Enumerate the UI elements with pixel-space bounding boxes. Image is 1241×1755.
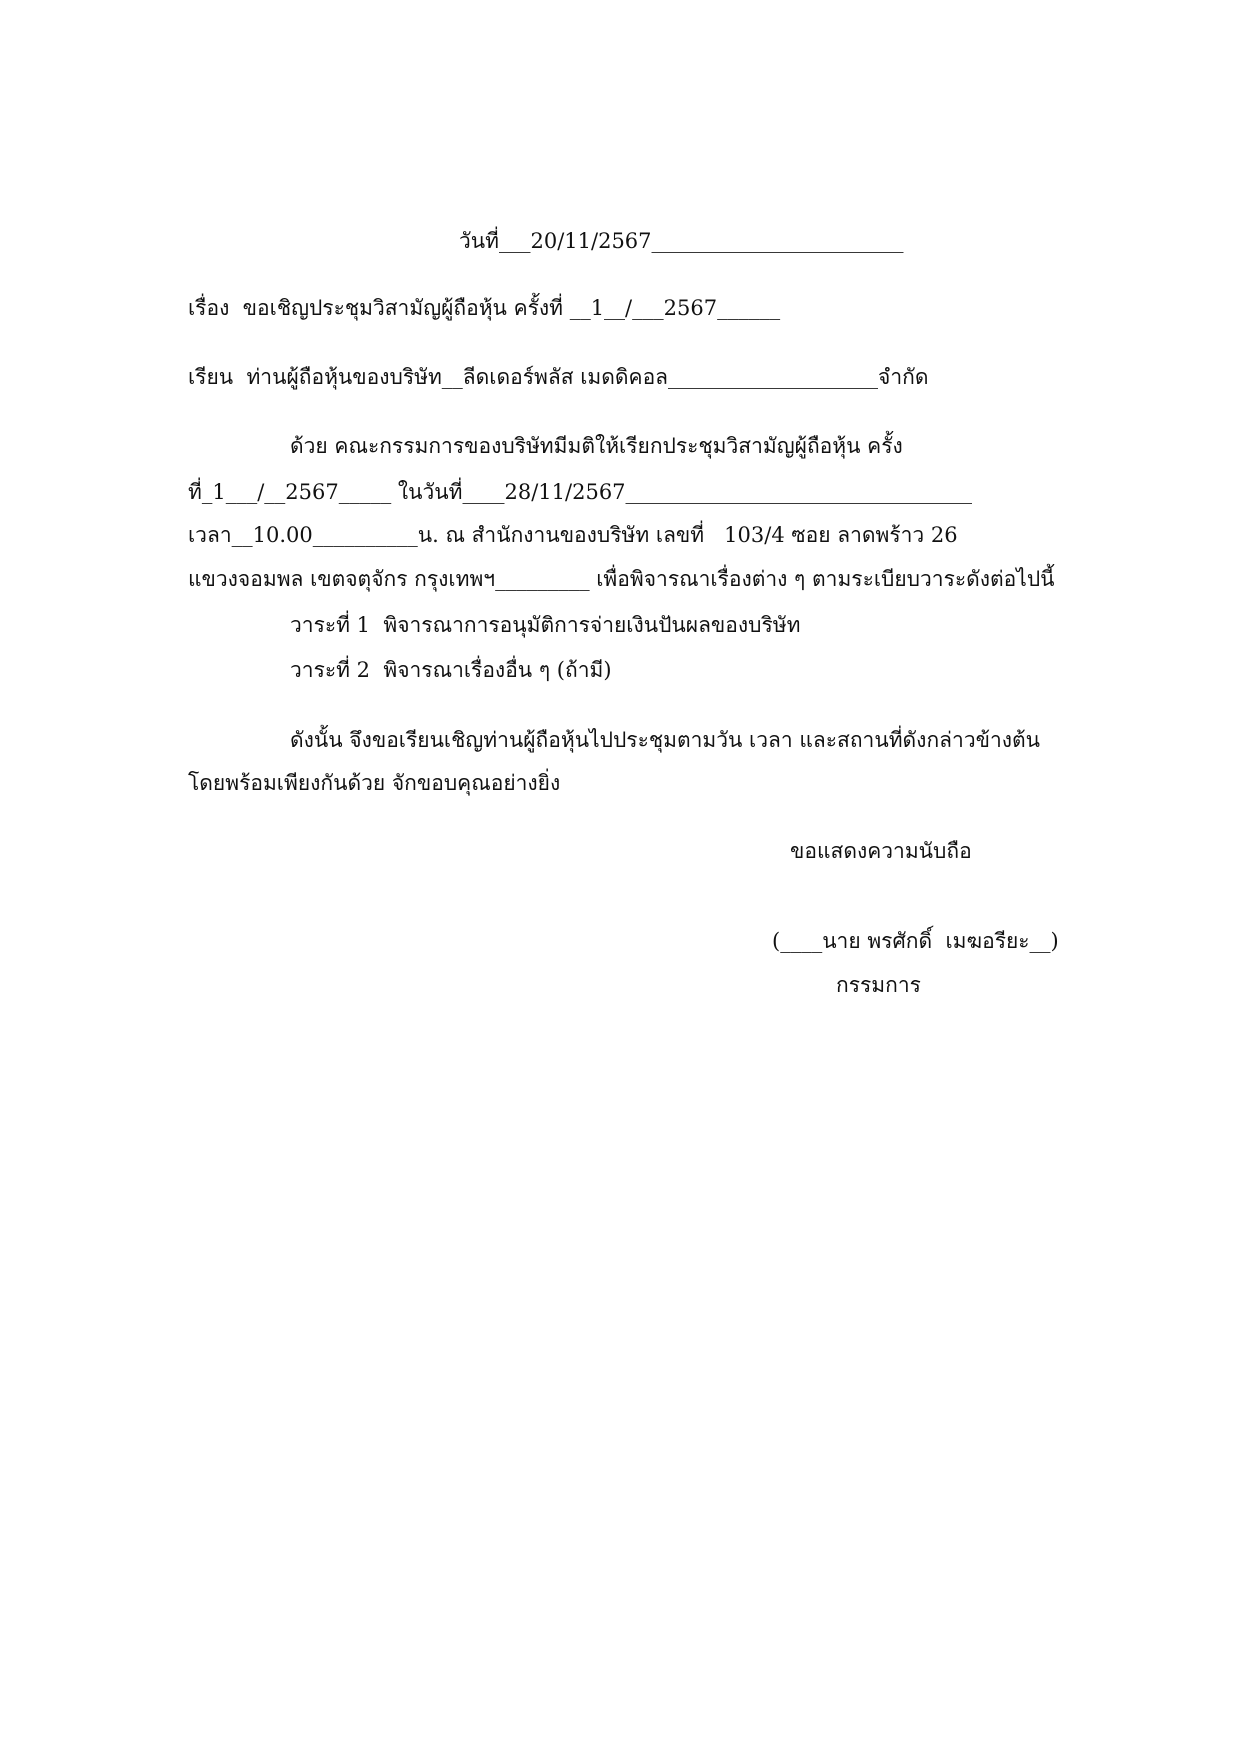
agenda-item-2: วาระที่ 2 พิจารณาเรื่องอื่น ๆ (ถ้ามี) xyxy=(290,658,612,682)
signer-name: (____นาย พรศักดิ์ เมฆอรียะ__) xyxy=(772,929,1059,953)
agenda-item-1: วาระที่ 1 พิจารณาการอนุมัติการจ่ายเงินปันผลของบริษัท xyxy=(290,613,801,637)
paragraph-1-line-3: เวลา__10.00__________น. ณ สำนักงานของบริษัท เลขที่ 103/4 ซอย ลาดพร้าว 26 xyxy=(188,523,958,547)
subject-line: เรื่อง ขอเชิญประชุมวิสามัญผู้ถือหุ้น ครั้งที่ __1__/___2567______ xyxy=(188,296,781,320)
signer-title: กรรมการ xyxy=(836,973,921,997)
paragraph-1-line-1: ด้วย คณะกรรมการของบริษัทมีมติให้เรียกประชุมวิสามัญผู้ถือหุ้น ครั้ง xyxy=(290,434,903,458)
date-line: วันที่___20/11/2567________________________ xyxy=(459,229,904,253)
recipient-line: เรียน ท่านผู้ถือหุ้นของบริษัท__ลีดเดอร์พลัส เมดดิคอล____________________จำกัด xyxy=(188,365,929,389)
paragraph-1-line-4: แขวงจอมพล เขตจตุจักร กรุงเทพฯ_________ เพื่อพิจารณาเรื่องต่าง ๆ ตามระเบียบวาระดังต่อไปนี้ xyxy=(188,567,1055,591)
paragraph-1-line-2: ที่_1___/__2567_____ ในวันที่____28/11/2567_________________________________ xyxy=(188,480,973,504)
closing-text: ขอแสดงความนับถือ xyxy=(790,839,972,863)
paragraph-2-line-2: โดยพร้อมเพียงกันด้วย จักขอบคุณอย่างยิ่ง xyxy=(188,771,561,795)
paragraph-2-line-1: ดังนั้น จึงขอเรียนเชิญท่านผู้ถือหุ้นไปประชุมตามวัน เวลา และสถานที่ดังกล่าวข้างต้น xyxy=(290,728,1041,752)
